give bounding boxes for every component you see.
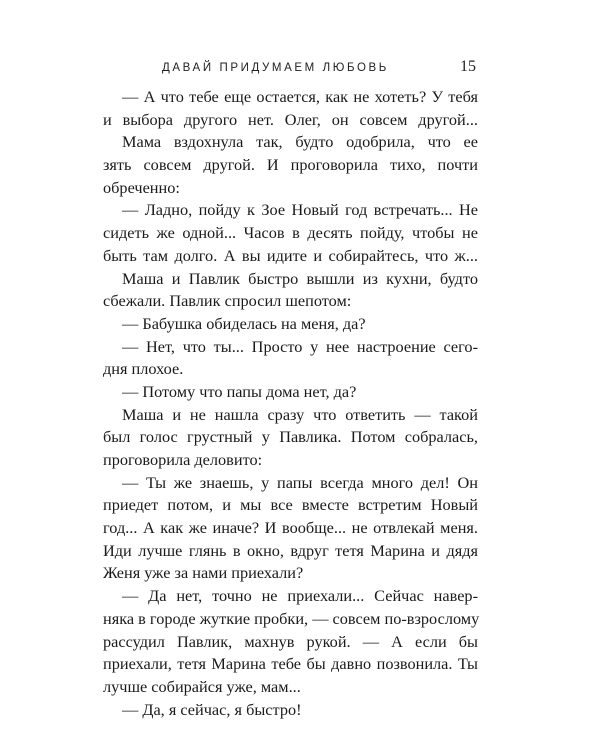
- text-line: Маша и не нашла сразу что ответить — такой: [122, 404, 478, 424]
- text-line: зять совсем другой. И проговорила тихо, почти: [103, 155, 478, 175]
- text-line: Иди лучше глянь в окно, вдруг тетя Марина и дядя: [103, 540, 478, 560]
- running-title: ДАВАЙ ПРИДУМАЕМ ЛЮБОВЬ: [162, 62, 389, 74]
- text-line: лучше собирайся уже, мам...: [103, 676, 301, 696]
- text-line: — Да нет, точно не приехали... Сейчас навер-: [122, 586, 478, 606]
- text-line: — Бабушка обиделась на меня, да?: [122, 313, 366, 333]
- text-line: рассудил Павлик, махнув рукой. — А если бы: [103, 631, 478, 651]
- text-line: год... А как же иначе? И вообще... не отвлекай меня.: [103, 518, 478, 538]
- text-line: — Да, я сейчас, я быстро!: [122, 699, 302, 719]
- text-line: — Потому что папы дома нет, да?: [122, 381, 357, 401]
- text-line: был голос грустный у Павлика. Потом собралась,: [103, 427, 478, 447]
- text-line: и выбора другого нет. Олег, он совсем другой...: [103, 109, 478, 129]
- text-line: Маша и Павлик быстро вышли из кухни, будто: [122, 268, 478, 288]
- text-line: приехали, тетя Марина тебе бы давно позвонила. Ты: [103, 654, 478, 674]
- text-line: быть там долго. А вы идите и собирайтесь, что ж...: [103, 245, 478, 265]
- text-line: сидеть же одной... Часов в десять пойду, чтобы не: [103, 223, 478, 243]
- body-text: [103, 86, 478, 721]
- text-line: сбежали. Павлик спросил шепотом:: [103, 291, 352, 311]
- text-line: Мама вздохнула так, будто одобрила, что ее: [122, 132, 478, 152]
- text-line: — А что тебе еще остается, как не хотеть? У тебя: [122, 87, 478, 106]
- running-head: [118, 58, 490, 82]
- text-line: — Нет, что ты... Просто у нее настроение сего-: [122, 336, 478, 356]
- text-line: проговорила деловито:: [103, 450, 263, 469]
- text-line: приедет потом, и мы все вместе встретим Новый: [103, 495, 478, 515]
- text-line: обреченно:: [103, 177, 180, 197]
- text-line: дня плохое.: [103, 359, 184, 379]
- text-line: — Ты же знаешь, у папы всегда много дел! Он: [122, 472, 478, 492]
- page-number: 15: [460, 58, 476, 75]
- text-line: — Ладно, пойду к Зое Новый год встречать... Не: [122, 200, 478, 220]
- text-line: Женя уже за нами приехали?: [103, 563, 304, 583]
- text-line: няка в городе жуткие пробки, — совсем по-взрослому: [103, 608, 480, 628]
